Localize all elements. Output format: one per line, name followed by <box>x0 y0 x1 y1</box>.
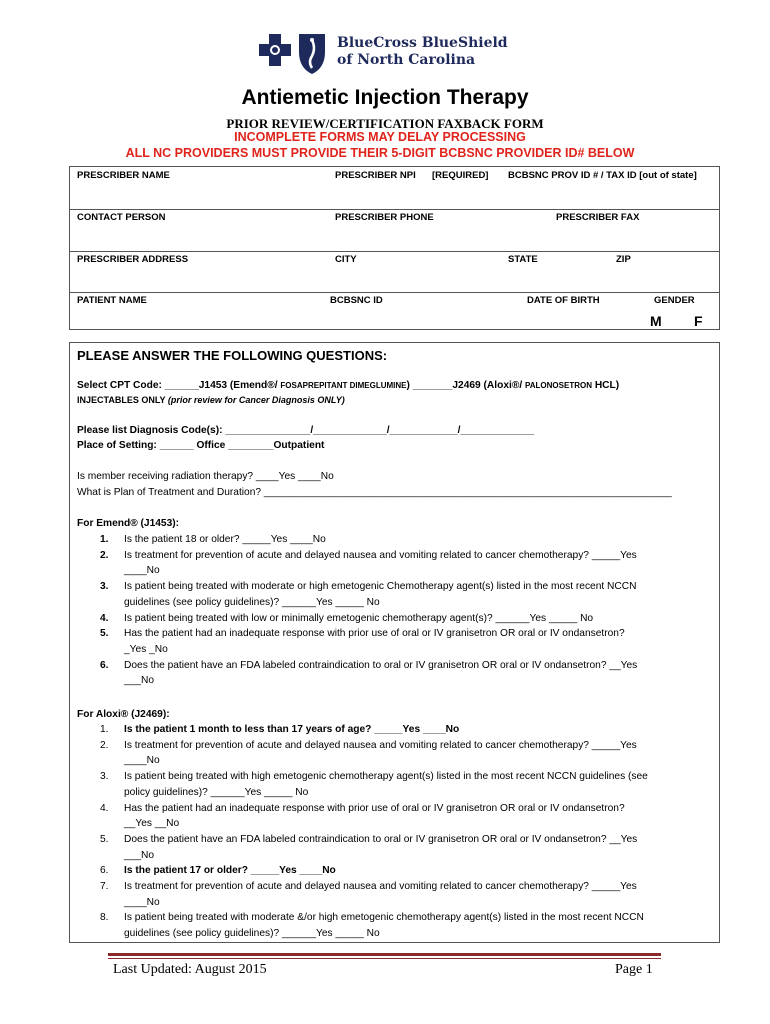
prescriber-name-label[interactable]: PRESCRIBER NAME <box>77 170 170 181</box>
page-number: Page 1 <box>615 962 653 977</box>
prescriber-address-label[interactable]: PRESCRIBER ADDRESS <box>77 254 189 265</box>
aloxi-number: 2. <box>100 739 109 751</box>
aloxi-number: 3. <box>100 771 109 783</box>
emend-question-2[interactable]: Is treatment for prevention of acute and delayed nausea and vomiting related to cancer chemotherapy? _____Yes <box>124 549 637 561</box>
aloxi-question-8[interactable]: guidelines (see policy guidelines)? ______Yes _____ No <box>124 928 380 940</box>
emend-question-6[interactable]: Does the patient have an FDA labeled contraindication to oral or IV granisetron OR oral or IV ondansetron? __Yes <box>124 659 638 671</box>
aloxi-number: 6. <box>100 865 109 877</box>
cpt-a: Select CPT Code: ______J1453 (Emend®/ <box>77 380 281 391</box>
footer-rule-thin <box>108 958 661 959</box>
aloxi-question-2[interactable]: ____No <box>124 755 160 767</box>
last-updated: Last Updated: August 2015 <box>113 962 267 977</box>
place-of-setting-field[interactable]: Place of Setting: ______ Office ________Outpatient <box>77 440 325 451</box>
aloxi-question-5[interactable]: ___No <box>124 849 155 861</box>
radiation-question[interactable]: Is member receiving radiation therapy? ____Yes ____No <box>77 471 334 482</box>
diagnosis-codes-field[interactable]: Please list Diagnosis Code(s): _______________/_____________/____________/_____________ <box>77 425 535 436</box>
emend-question-2[interactable]: ____No <box>124 565 160 577</box>
emend-number: 2. <box>100 549 109 561</box>
contact-person-label[interactable]: CONTACT PERSON <box>77 212 166 223</box>
emend-question-5[interactable]: _Yes _No <box>124 643 168 655</box>
gender-m-option[interactable]: M <box>650 313 662 329</box>
emend-question-4[interactable]: Is patient being treated with low or minimally emetogenic chemotherapy agent(s)? ______Yes _____ No <box>124 612 594 624</box>
emend-number: 3. <box>100 581 109 593</box>
aloxi-question-7[interactable]: ____No <box>124 896 160 908</box>
cpt-code-line[interactable] <box>77 380 619 391</box>
aloxi-question-4[interactable]: __Yes __No <box>124 818 180 830</box>
aloxi-number: 7. <box>100 881 109 892</box>
aloxi-question-3[interactable]: policy guidelines)? ______Yes _____ No <box>124 786 309 798</box>
emend-number: 5. <box>100 628 109 640</box>
incomplete-warning: INCOMPLETE FORMS MAY DELAY PROCESSING <box>234 130 526 144</box>
date-of-birth-label[interactable]: DATE OF BIRTH <box>527 295 600 306</box>
zip-label[interactable]: ZIP <box>616 254 631 265</box>
emend-heading: For Emend® (J1453): <box>77 518 180 529</box>
gender-f-option[interactable]: F <box>694 313 703 329</box>
provider-id-warning: ALL NC PROVIDERS MUST PROVIDE THEIR 5-DIGIT BCBSNC PROVIDER ID# BELOW <box>125 146 635 160</box>
footer-rule <box>108 953 661 956</box>
aloxi-question-7[interactable]: Is treatment for prevention of acute and delayed nausea and vomiting related to cancer chemotherapy? _____Yes <box>124 881 637 892</box>
aloxi-question-3[interactable]: Is patient being treated with high emetogenic chemotherapy agent(s) listed in the most recent NCCN guidelines (see <box>124 771 648 783</box>
aloxi-question-1[interactable]: Is the patient 1 month to less than 17 years of age? _____Yes ____No <box>124 724 460 735</box>
cpt-c: HCL) <box>591 380 620 391</box>
injectables-note <box>77 395 345 405</box>
aloxi-question-6[interactable]: Is the patient 17 or older? _____Yes ____No <box>124 865 336 877</box>
patient-name-label[interactable]: PATIENT NAME <box>77 295 147 306</box>
prescriber-npi-label[interactable]: PRESCRIBER NPI <box>335 170 416 181</box>
cpt-b: ) _______J2469 (Aloxi®/ <box>406 380 526 391</box>
emend-number: 4. <box>100 612 109 624</box>
aloxi-question-4[interactable]: Has the patient had an inadequate response with prior use of oral or IV granisetron OR oral or IV ondansetron? <box>124 802 625 814</box>
brand-line2: of North Carolina <box>337 52 476 68</box>
aloxi-heading: For Aloxi® (J2469): <box>77 709 170 720</box>
plan-of-treatment-field[interactable]: What is Plan of Treatment and Duration? ________________________________________________________________________ <box>77 487 672 498</box>
prescriber-phone-label[interactable]: PRESCRIBER PHONE <box>335 212 434 223</box>
cross-shield-icon <box>259 30 331 78</box>
aloxi-number: 1. <box>100 724 109 735</box>
brand-line1: BlueCross BlueShield <box>337 35 508 51</box>
form-subtitle: PRIOR REVIEW/CERTIFICATION FAXBACK FORM <box>226 116 544 131</box>
prescriber-fax-label[interactable]: PRESCRIBER FAX <box>556 212 640 223</box>
cpt-a-generic: FOSAPREPITANT DIMEGLUMINE <box>280 381 407 390</box>
cpt-b-generic: PALONOSETRON <box>525 381 592 390</box>
bcbsnc-id-label[interactable]: BCBSNC ID <box>330 295 383 306</box>
questions-section <box>69 342 720 943</box>
prescriber-info-grid <box>69 166 720 330</box>
state-label[interactable]: STATE <box>508 254 538 265</box>
aloxi-question-5[interactable]: Does the patient have an FDA labeled contraindication to oral or IV granisetron OR oral or IV ondansetron? __Yes <box>124 833 638 845</box>
emend-question-5[interactable]: Has the patient had an inadequate response with prior use of oral or IV granisetron OR oral or IV ondansetron? <box>124 628 625 640</box>
city-label[interactable]: CITY <box>335 254 357 265</box>
bcbsnc-logo <box>259 28 519 80</box>
aloxi-number: 4. <box>100 802 109 814</box>
aloxi-number: 8. <box>100 912 109 924</box>
bcbsnc-prov-id-label[interactable]: BCBSNC PROV ID # / TAX ID [out of state] <box>508 170 697 181</box>
emend-question-6[interactable]: ___No <box>124 675 155 687</box>
aloxi-question-8[interactable]: Is patient being treated with moderate &/or high emetogenic chemotherapy agent(s) listed in the most recent NCCN <box>124 912 644 924</box>
emend-question-3[interactable]: guidelines (see policy guidelines)? ______Yes _____ No <box>124 596 380 608</box>
injectables-note-italic: (prior review for Cancer Diagnosis ONLY) <box>167 395 345 405</box>
emend-number: 6. <box>100 659 109 671</box>
questions-heading: PLEASE ANSWER THE FOLLOWING QUESTIONS: <box>77 348 388 363</box>
emend-question-1[interactable]: Is the patient 18 or older? _____Yes ____No <box>124 534 326 545</box>
emend-question-3[interactable]: Is patient being treated with moderate or high emetogenic Chemotherapy agent(s) listed in the most recent NCCN <box>124 581 637 593</box>
gender-label: GENDER <box>654 295 695 306</box>
injectables-label: INJECTABLES ONLY <box>77 395 168 405</box>
aloxi-question-2[interactable]: Is treatment for prevention of acute and delayed nausea and vomiting related to cancer chemotherapy? _____Yes <box>124 739 637 751</box>
emend-number: 1. <box>100 534 109 545</box>
aloxi-number: 5. <box>100 833 109 845</box>
npi-required-label: [REQUIRED] <box>432 170 489 181</box>
page-title: Antiemetic Injection Therapy <box>241 86 529 109</box>
